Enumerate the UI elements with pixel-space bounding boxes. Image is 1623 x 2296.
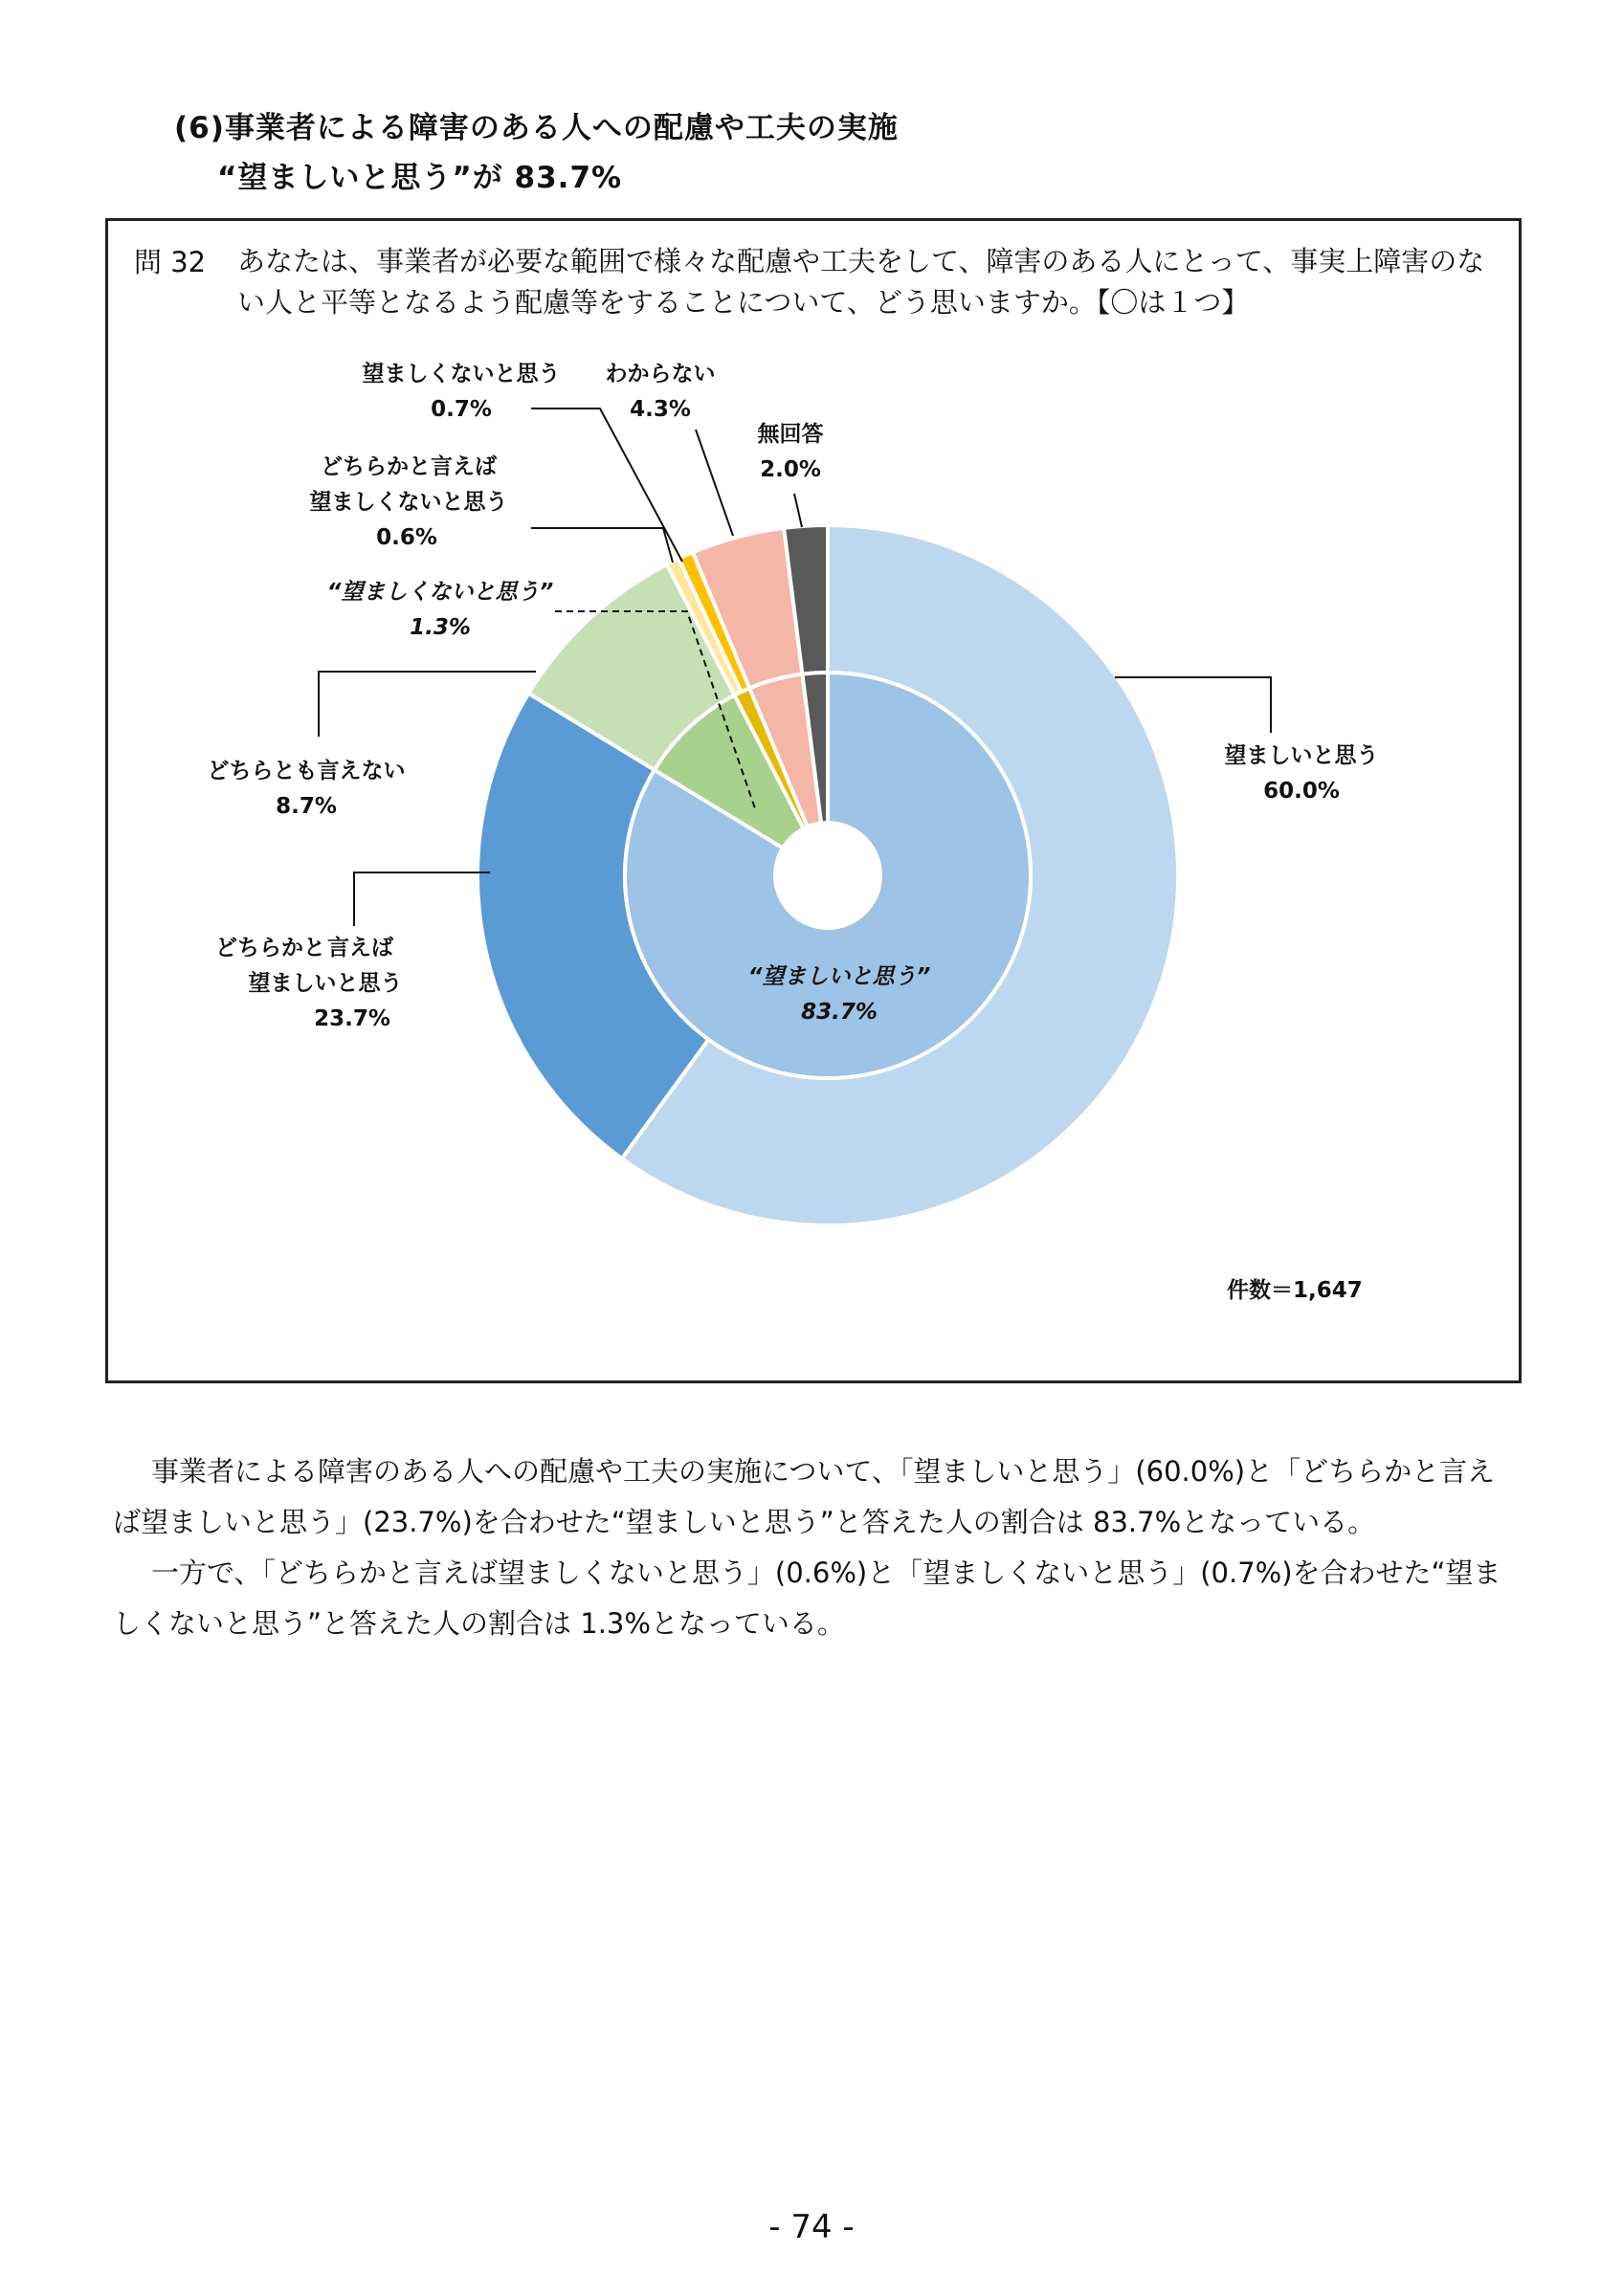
value-undesirable: 0.7% <box>431 397 492 422</box>
value-unknown: 4.3% <box>630 397 691 422</box>
label-somewhat-desirable-1b: 言えば <box>327 936 393 960</box>
donut-hole <box>773 821 882 930</box>
label-no-answer: 無回答 <box>757 422 824 447</box>
label-unknown: わからない <box>605 362 716 386</box>
value-somewhat-desirable: 23.7% <box>314 1006 390 1031</box>
leader-unknown <box>696 430 733 536</box>
body-paragraph-1: 事業者による障害のある人への配慮や工夫の実施について、「望ましいと思う」(60.0%)と「どちらかと言えば望ましいと思う」(23.7%)を合わせた“望ましいと思う”と答えた人の割合は 83.7%となっている。 <box>113 1455 1496 1538</box>
leader-neutral <box>319 672 536 737</box>
body-text <box>113 1446 1510 1649</box>
label-neutral: どちらとも言えない <box>207 759 406 784</box>
label-somewhat-undesirable-1: どちらかと言えば <box>321 454 497 479</box>
value-undesirable-group: 1.3% <box>410 615 471 640</box>
question-text: あなたは、事業者が必要な範囲で様々な配慮や工夫をして、障害のある人にとって、事実上障害のない人と平等となるよう配慮等をすることについて、どう思いますか。【〇は１つ】 <box>237 245 1485 319</box>
section-subheading: “望ましいと思う”が 83.7% <box>217 161 623 195</box>
leader-no-answer <box>794 494 802 527</box>
label-desirable: 望ましいと思う <box>1224 743 1379 768</box>
label-undesirable-group: “望ましくないと思う” <box>326 580 554 605</box>
label-somewhat-desirable-1: どちらかと <box>215 936 325 960</box>
label-desirable-group: “望ましいと思う” <box>747 964 931 989</box>
section-heading: (6)事業者による障害のある人への配慮や工夫の実施 <box>174 111 899 145</box>
value-somewhat-undesirable: 0.6% <box>376 525 437 550</box>
leader-somewhat-undesirable <box>531 528 673 563</box>
value-neutral: 8.7% <box>276 794 337 819</box>
value-desirable: 60.0% <box>1263 779 1340 804</box>
leader-undesirable <box>531 408 682 562</box>
leader-somewhat-desirable <box>354 872 490 926</box>
page-number: - 74 - <box>768 2208 855 2246</box>
question-number: 問 32 <box>134 246 207 278</box>
sample-size: 件数＝1,647 <box>1227 1278 1363 1303</box>
value-no-answer: 2.0% <box>760 457 821 482</box>
label-somewhat-undesirable-2: 望ましくないと思う <box>309 490 508 515</box>
value-desirable-group: 83.7% <box>801 1000 878 1025</box>
label-somewhat-desirable-2: 望ましいと思う <box>248 971 403 996</box>
label-undesirable: 望ましくないと思う <box>362 362 561 386</box>
body-paragraph-2: 一方で、「どちらかと言えば望ましくないと思う」(0.6%)と「望ましくないと思う」(0.7%)を合わせた“望ましくないと思う”と答えた人の割合は 1.3%となっている。 <box>113 1556 1501 1640</box>
